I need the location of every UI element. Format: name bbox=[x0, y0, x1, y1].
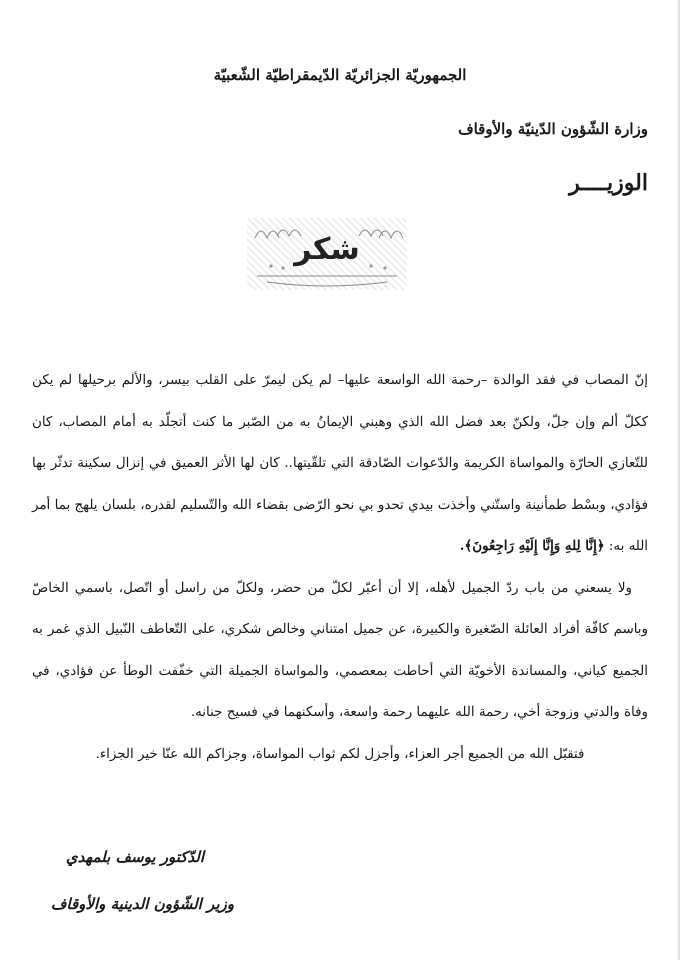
logo-text: شكر bbox=[294, 232, 360, 267]
logo-ornament-swash bbox=[267, 282, 387, 286]
letter-body bbox=[32, 360, 648, 775]
letter-paragraph-3: فتقبّل الله من الجميع أجر العزاء، وأجزل لكم ثواب المواساة، وجزاكم الله عنّا خير الجزاء. bbox=[95, 746, 585, 762]
ministry-heading: وزارة الشّؤون الدّينيّة والأوقاف bbox=[458, 120, 648, 138]
letter-paragraph-2: ولا يسعني من باب ردّ الجميل لأهله، إلا أن أعبّر لكلّ من حضر، ولكلّ من راسل أو اتّصل، باسمي الخاصّ وباسم كافّة أفراد العائلة الصّغيرة والكبيرة، عن جميل امتناني وخالص شكري، على التّعاطف النّبيل الذي غمر به الجميع كياني، والمساندة الأخويّة التي أحاطت بمعصمي، والمواساة الجميلة التي خفّفت الوطأ عن فؤادي، في وفاة والدتي وزوجة أخي، رحمة الله عليهما رحمة واسعة، وأسكنهما في فسيح جنانه. bbox=[32, 580, 648, 720]
calligraphy-logo-icon bbox=[247, 218, 407, 290]
signature-title: وزير الشّؤون الدينية والأوقاف bbox=[50, 895, 234, 913]
signature-name: الدّكتور يوسف بلمهدي bbox=[65, 848, 204, 866]
minister-heading: الوزيــــر bbox=[569, 170, 648, 196]
letter-paragraph-1 bbox=[32, 360, 648, 568]
republic-heading: الجمهوريّة الجزائريّة الدّيمقراطيّة الشّعبيّة bbox=[213, 66, 467, 84]
quran-verse: ﴿إِنَّا لِلهِ وَإِنَّا إِلَيْهِ رَاجِعُونَ﴾. bbox=[459, 538, 605, 554]
page-edge-shadow bbox=[676, 0, 680, 960]
paragraph-1-text: إنّ المصاب في فقد الوالدة –رحمة الله الواسعة عليها– لم يكن ليمرّ على القلب بيسر، والألم برحيلها لم يكن ككلّ ألم وإن جلّ، ولكنّ بعد فضل الله الذي وهبني الإيمانُ به من الصّبر ما كنت أتجلّد به أمام المصاب، كان للتّعازي الحارّة والمواساة الكريمة والدّعوات الصّادقة التي تلقّيتها.. كان لها الأثر العميق في إنزال سكينة تدثّر بها فؤادي، وبسْط طمأنينة واستّني وأخذت بيدي تحدو بي نحو الرّضى بقضاء الله والتّسليم لقدره، بلسان يلهج بما أمر الله به: bbox=[32, 373, 648, 554]
